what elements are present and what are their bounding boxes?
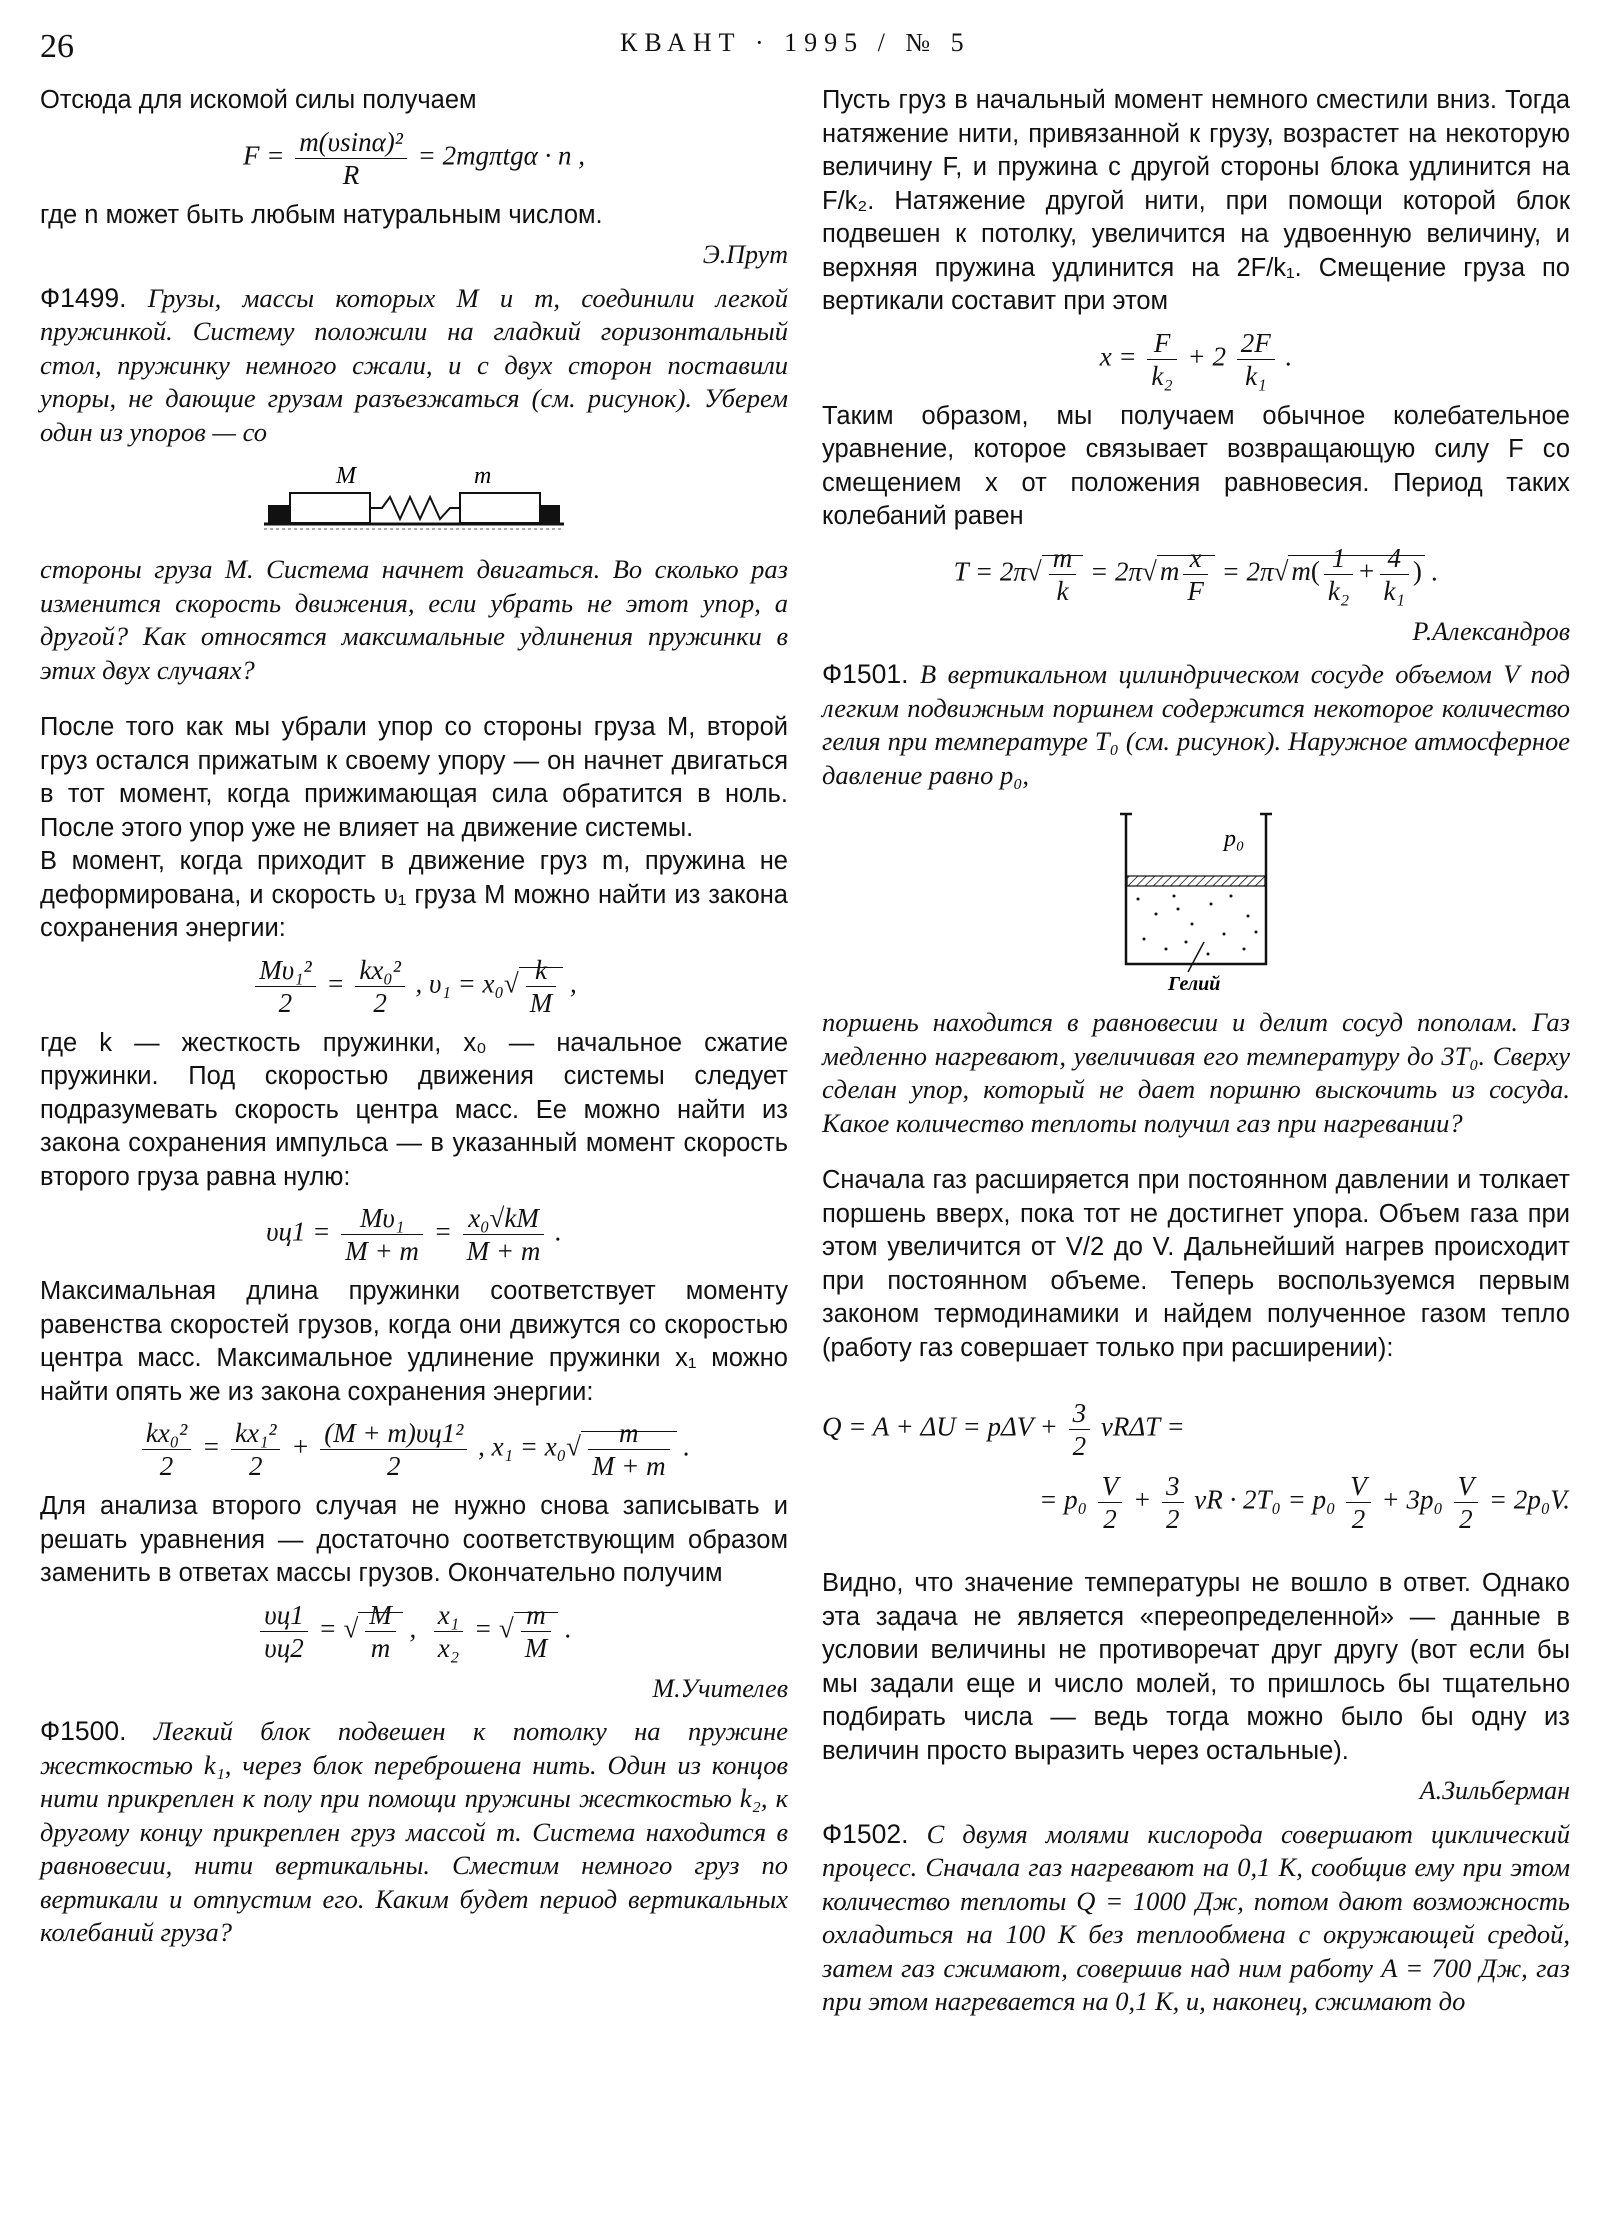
fig1-label-M: M <box>336 463 356 489</box>
right-column <box>822 84 1570 2019</box>
fig1-label-m: m <box>474 463 492 489</box>
fig1-right-stop <box>540 505 560 523</box>
author-uchitelev: М.Учителев <box>652 1673 788 1703</box>
formula-energy: $\frac{\text{Mυ₁²}}{2}$ = $\frac{\text{kx₀²}}{2}$ , υ₁ = x₀√ $\frac{k}{M}$ , <box>40 954 788 1019</box>
author-aleksandrov: Р.Александров <box>1412 616 1570 646</box>
solution-1499-p1: После того как мы убрали упор со стороны груза M, второй груз остался прижатым к своему упору — он начнет двигаться в тот момент, когда прижимающая сила обратится в ноль. После этого упор уже не влияет на движение системы. <box>40 713 788 842</box>
problem-1499-statement-cont: стороны груза M. Система начнет двигаться. Во сколько раз изменится скорость движения, если убрать не этот упор, а другой? Как относятся максимальные удлинения пружинки в этих двух случаях? <box>40 554 788 685</box>
problem-1501-statement-cont: поршень находится в равновесии и делит сосуд пополам. Газ медленно нагревают, увеличивая его температуру до 3T₀. Сверху сделан упор, который не дает поршню выскочить из сосуда. Какое количество теплоты получил газ при нагревании? <box>822 1007 1570 1138</box>
formula-period: T = 2π√ $\frac{m}{k}$ = 2π√ m $\frac{x}{F}$ = 2π√ m( $\frac{1}{\text{k₂}}$ + $\frac{4}{\text{k₁}}$ ) . <box>953 542 1439 606</box>
page-number: 26 <box>40 28 74 65</box>
problem-1501-statement: Ф1501. В вертикальном цилиндрическом сосуде объемом V под легким подвижным поршнем содержится некоторое количество гелия при температуре T₀ (см. рисунок). Наружное атмосферное давление равно p₀, <box>822 659 1571 790</box>
figure-cylinder-helium <box>1116 804 1276 994</box>
fig1-mass-M <box>290 493 370 523</box>
solution-1500-p1: Пусть груз в начальный момент немного сместили вниз. Тогда натяжение нити, привязанной к грузу, возрастет на некоторую величину F, и пружина с другой стороны блока удлинится на F/k₂. Натяжение другой нити, при помощи которой блок подвешен к потолку, увеличится на удвоенную величину, и верхняя пружина удлинится на 2F/k₁. Смещение груза по вертикали составит при этом <box>822 86 1570 315</box>
fig2-gas-dots <box>1137 895 1258 956</box>
fig1-left-stop <box>268 505 290 523</box>
left-column <box>40 84 788 1950</box>
problem-1502-statement: Ф1502. С двумя молями кислорода совершают циклический процесс. Сначала газ нагревают на 0,1 К, сообщив ему при этом количество теплоты Q = 1000 Дж, потом дают возможность охладиться на 100 К без теплообмена с окружающей средой, затем газ сжимают, совершив над ним работу A = 700 Дж, газ при этом нагревается на 0,1 К, и, наконец, сжимают до <box>822 1818 1570 2016</box>
solution-1499-p5: Для анализа второго случая не нужно снова записывать и решать уравнения — достаточно соответствующим образом заменить в ответах массы грузов. Окончательно получим <box>40 1492 788 1587</box>
figure-spring-masses <box>264 461 564 541</box>
solution-1501-p1: Сначала газ расширяется при постоянном давлении и толкает поршень вверх, пока тот не достигнет упора. Объем газа при этом увеличится от V/2 до V. Дальнейший нагрев происходит при постоянном объеме. Теперь воспользуемся первым законом термодинамики и найдем полученное газом тепло (работу газ совершает только при расширении): <box>822 1166 1570 1362</box>
formula-ratio: $\frac{\upsilon ц1}{\upsilon ц2}$ = √ $\frac{M}{m}$ , $\frac{\text{x₁}}{\text{x₂}}$ = √ $\frac{m}{M}$ . <box>40 1599 788 1664</box>
fig1-spring <box>370 497 460 519</box>
problem-1499-statement: Ф1499. Грузы, массы которых M и m, соединили легкой пружинкой. Систему положили на гладкий горизонтальный стол, пружинку немного сжали, и с двух сторон поставили упоры, не дающие грузам разъезжаться (см. рисунок). Уберем один из упоров — со <box>40 282 788 447</box>
fig2-piston <box>1127 876 1265 886</box>
formula-heat-line2: = p₀ $\frac{V}{2}$ + $\frac{3}{2}$ νR · 2T₀ = p₀ $\frac{V}{2}$ + 3p₀ $\frac{V}{2}$ = 2p₀V. <box>1039 1471 1570 1534</box>
fig2-label-p0: p₀ <box>1224 826 1245 852</box>
problem-1500-statement: Ф1500. Легкий блок подвешен к потолку на пружине жесткостью k₁, через блок переброшена нить. Один из концов нити прикреплен к полу при помощи пружины жесткостью k₂, к другому концу прикреплен груз массой m. Система находится в равновесии, нити вертикальны. Сместим немного груз по вертикали и отпустим его. Каким будет период вертикальных колебаний груза? <box>40 1716 789 1947</box>
fig2-label-gas: Гелий <box>1168 973 1221 994</box>
fig1-mass-m <box>460 493 540 523</box>
natural-number-text: где n может быть любым натуральным числом. <box>40 200 603 229</box>
intro-text: Отсюда для искомой силы получаем <box>40 86 477 114</box>
author-zilberman: А.Зильберман <box>1419 1776 1570 1805</box>
solution-1501-p2: Видно, что значение температуры не вошло в ответ. Однако эта задача не является «переопределенной» — данные в условии величины не противоречат друг другу (вот если бы мы задали еще и число молей, то пришлось бы тщательно подбирать числа — ведь тогда можно было бы одну из величин просто выразить через остальные). <box>822 1569 1570 1765</box>
fig2-vessel <box>1126 814 1266 964</box>
formula-extension: $\frac{\text{kx₀²}}{2}$ = $\frac{\text{kx₁²}}{2}$ + $\frac{\text{(M + m)υц1²}}{2}$ , x₁ = x₀√ $\frac{m}{M + m}$ . <box>40 1417 788 1482</box>
solution-1500-p2: Таким образом, мы получаем обычное колебательное уравнение, которое связывает возвращающую силу F со смещением x от положения равновесия. Период таких колебаний равен <box>822 401 1570 530</box>
solution-1499-p2: В момент, когда приходит в движение груз m, пружина не деформирована, и скорость υ₁ груза M можно найти из закона сохранения энергии: <box>40 847 788 942</box>
formula-center-mass: υц1 = $\frac{\text{Mυ₁}}{M + m}$ = $\frac{\text{x₀√kM}}{M + m}$ . <box>266 1203 562 1266</box>
author-prut: Э.Прут <box>702 240 788 269</box>
formula-heat-line1: Q = A + ΔU = pΔV + $\frac{3}{2}$ νRΔT = <box>822 1398 1185 1461</box>
formula-force: F = $\frac{\text{m(υsinα)²}}{R}$ = 2mgπtgα · n , <box>242 126 586 190</box>
running-head: КВАНТ · 1995 / № 5 <box>620 28 971 57</box>
solution-1499-p4: Максимальная длина пружинки соответствует моменту равенства скоростей грузов, когда они движутся со скоростью центра масс. Максимальное удлинение пружинки x₁ можно найти опять же из закона сохранения энергии: <box>40 1277 788 1406</box>
solution-1499-p3: где k — жесткость пружинки, x₀ — начальное сжатие пружинки. Под скоростью движения системы следует подразумевать скорость центра масс. Ее можно найти из закона сохранения импульса — в указанный момент скорость второго груза равна нулю: <box>40 1028 788 1191</box>
formula-displacement: x = $\frac{F}{\text{k₂}}$ + 2 $\frac{2F}{\text{k₁}}$ . <box>1099 327 1293 391</box>
